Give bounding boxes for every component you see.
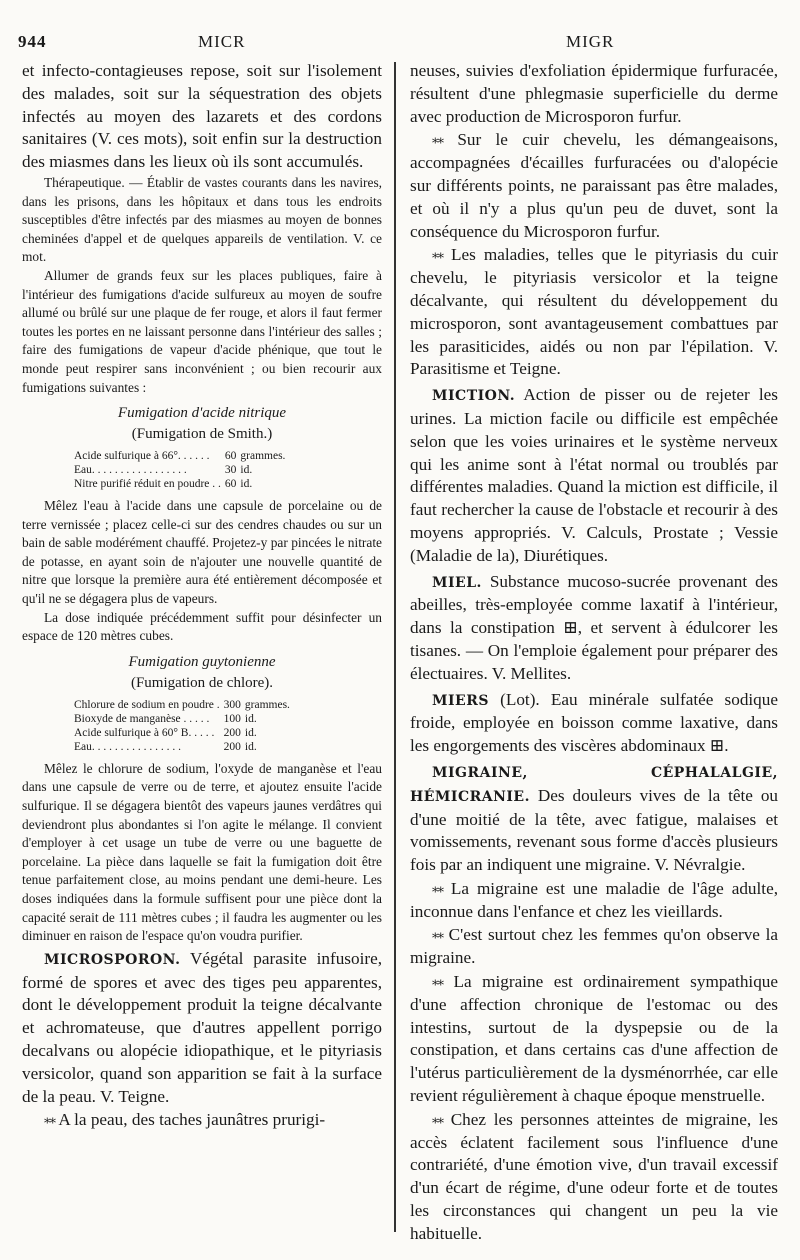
- right-column: [410, 60, 778, 1246]
- paragraph-femmes-text: C'est surtout chez les femmes qu'on observe la migraine.: [410, 925, 778, 968]
- left-column: [22, 60, 382, 1132]
- entry-miers-body: (Lot). Eau minérale sulfatée sodique froide, employée en boisson comme laxative, dans les engorgements des viscères abdominaux ⊞.: [410, 689, 778, 756]
- running-header: [18, 32, 782, 62]
- asterism-icon: ⁎⁎: [432, 973, 443, 989]
- entry-migraine: [410, 761, 778, 877]
- paragraph-age-adulte: [410, 877, 778, 924]
- asterism-icon: ⁎⁎: [432, 879, 443, 895]
- paragraph-isolement: et infecto-contagieuses repose, soit sur l'isolement des malades, soit sur la séquestration des objets infectés au moyen des lazarets et des cordons sanitaires (V. ces mots), soit enfin sur la destruction des miasmes dans les lieux où ils sont accumulés.: [22, 61, 382, 172]
- asterism-icon: ⁎⁎: [432, 246, 443, 262]
- page-number: 944: [18, 32, 47, 51]
- recipe-item: Bioxyde de manganèse . . . . .: [74, 712, 210, 725]
- recipe-unit: id.: [240, 464, 253, 477]
- paragraph-cuir-chevelu: [410, 128, 778, 243]
- asterism-icon: ⁎⁎: [432, 1110, 443, 1126]
- entry-miction-body: Action de pisser ou de rejeter les urines. La miction facile ou difficile est empêchée selon que les voies urinaires et le système nerveux qui les anime sont à l'état normal ou troublés par différentes maladies. Quand la miction est difficile, il faut rechercher la cause de l'obstacle et recourir à des moyens appropriés. V. Calculs, Prostate ; Vessie (Maladie de la), Diurétiques.: [410, 385, 778, 565]
- recipe-qty: 30: [224, 464, 237, 477]
- paragraph-sympathique: [410, 970, 778, 1108]
- paragraph-maladies-text: Les maladies, telles que le pityriasis du cuir chevelu, le pityriasis versicolor et la teigne décalvante, qui résultent du développement du microsporon, sont avantageusement combattues par les parasiticides, aidés ou non par l'épilation. V. Parasitisme et Teigne.: [410, 245, 778, 379]
- paragraph-sympathique-text: La migraine est ordinairement sympathique d'une affection chronique de l'estomac ou des intestins, surtout de la dyspepsie ou de la constipation, et dans certains cas d'une affection de l'utérus particulièrement de la dysménorrhée, car elle revient régulièrement à chaque époque menstruelle.: [410, 972, 778, 1106]
- recipe-subtitle-smith: (Fumigation de Smith.): [131, 426, 273, 443]
- paragraph-furfur: neuses, suivies d'exfoliation épidermique furfuracée, résultent d'une phlegmasie superficielle du derme avec production de Microsporon furfur.: [410, 61, 778, 126]
- headword-miers: MIERS: [432, 692, 489, 709]
- entry-miel-body: Substance mucoso-sucrée provenant des abeilles, très-employée comme laxatif à l'intérieur, dans la constipation ⊞, et servent à édulcorer les tisanes. — On l'emploie également pour préparer des électuaires. V. Mellites.: [410, 571, 778, 683]
- recipe-unit: id.: [244, 712, 257, 725]
- asterism-icon: ⁎⁎: [44, 1111, 55, 1127]
- recipe-qty: 60: [224, 450, 237, 463]
- recipe-title-nitrique: Fumigation d'acide nitrique: [117, 405, 287, 422]
- asterism-icon: ⁎⁎: [432, 131, 443, 147]
- asterism-icon: ⁎⁎: [432, 926, 443, 942]
- headword-miel: MIEL.: [432, 574, 482, 591]
- paragraph-femmes: [410, 923, 778, 970]
- table-row: [74, 726, 294, 740]
- table-row: [74, 463, 289, 477]
- entry-miction: [410, 384, 778, 567]
- column-divider: [394, 62, 396, 1232]
- entry-miel: [410, 571, 778, 686]
- recipe-qty: 200: [223, 740, 241, 753]
- entry-microsporon-body: Végétal parasite infusoire, formé de spores et avec des tiges peu apparentes, dont le développement produit la teigne décalvante et achromateuse, que d'autres appellent porrigo decalvans ou alopécie idiopathique, et le pityriasis versicolor, quand son apparition se fait à la surface de la peau. V. Teigne.: [22, 948, 382, 1106]
- entry-miers: [410, 689, 778, 758]
- paragraph-melez-eau: Mêlez l'eau à l'acide dans une capsule de porcelaine ou de terre vernissée ; placez celle-ci sur des cendres chaudes ou sur un bain de sable modérément chauffé. Projetez-y par pincées le nitrate de potasse, en ayant soin de n'ajouter une nouvelle quantité de nitre que lorsque la première aura été entièrement décomposée et qu'il ne se dégagera plus de vapeurs.: [22, 498, 382, 607]
- recipe-qty: 100: [223, 712, 241, 725]
- header-left-title: MICR: [198, 32, 246, 51]
- recipe-item: Acide sulfurique à 66°. . . . . .: [74, 450, 210, 463]
- table-row: [74, 477, 289, 491]
- paragraph-peau-text: A la peau, des taches jaunâtres prurigi-: [58, 1110, 326, 1130]
- recipe-table-nitrique: [74, 449, 289, 491]
- paragraph-acces: [410, 1108, 778, 1246]
- recipe-item: Nitre purifié réduit en poudre . .: [74, 478, 221, 491]
- paragraph-dose: La dose indiquée précédemment suffit pour désinfecter un espace de 120 mètres cubes.: [22, 609, 382, 644]
- paragraph-acces-text: Chez les personnes atteintes de migraine, les accès éclatent facilement sous l'influence d'une contrariété, d'une émotion vive, d'un travail excessif d'un écart de régime, d'une odeur forte et de toutes les circonstances qui changent un peu la vie habituelle.: [410, 1109, 778, 1243]
- recipe-title-guytonienne: Fumigation guytonienne: [128, 653, 276, 670]
- headword-microsporon: MICROSPORON.: [44, 951, 181, 968]
- recipe-item: Eau. . . . . . . . . . . . . . . . .: [74, 464, 187, 477]
- recipe-table-chlore: [74, 698, 294, 754]
- recipe-unit: grammes.: [244, 698, 290, 711]
- recipe-unit: id.: [244, 726, 257, 739]
- recipe-item: Eau. . . . . . . . . . . . . . . .: [74, 740, 182, 753]
- recipe-unit: id.: [244, 740, 257, 753]
- paragraph-melez-chlorure: Mêlez le chlorure de sodium, l'oxyde de manganèse et l'eau dans une capsule de verre ou de terre, et ajoutez ensuite l'acide sulfurique. Il se dégagera bientôt des vapeurs jaunes verdâtres qui deviendront plus abondantes si l'on agite le mélange. Il convient d'employer à cet usage un tube de verre ou une baguette de porcelaine. La pièce dans laquelle se fait la fumigation doit être tenue parfaitement close, au moins pendant une demi-heure. Les doses indiquées dans la formule suffisent pour une pièce dont la capacité serait de 111 mètres cubes ; il faudra les augmenter ou les diminuer en raison de l'espace qu'on voudra purifier.: [22, 760, 382, 944]
- paragraph-therapeutique: Thérapeutique. — Établir de vastes courants dans les navires, dans les prisons, dans les hôpitaux et dans tous les endroits susceptibles d'être infectés par des miasmes au moyen de bonnes cheminées d'appel et de quelques appareils de ventilation. V. ce mot.: [22, 174, 382, 265]
- headword-miction: MICTION.: [432, 388, 516, 405]
- table-row: [74, 698, 294, 712]
- recipe-item: Chlorure de sodium en poudre .: [74, 698, 220, 711]
- recipe-unit: id.: [240, 478, 253, 491]
- headword-migraine: MIGRAINE, CÉPHALALGIE, HÉMICRANIE.: [410, 764, 778, 805]
- paragraph-feux: Allumer de grands feux sur les places publiques, faire à l'intérieur des fumigations d'acide sulfureux au moyen de soufre allumé ou brûlé sur une plaque de fer rouge, et alors il faut fermer toutes les portes en ne laissant personne dans l'intérieur des salles ; faire des fumigations de vapeur d'acide phénique, que tout le monde peut respirer sans inconvénient ; ou bien recourir aux fumigations suivantes :: [22, 267, 382, 395]
- table-row: [74, 740, 294, 754]
- recipe-unit: grammes.: [240, 450, 286, 463]
- header-right-title: MIGR: [566, 32, 615, 51]
- entry-microsporon: [22, 948, 382, 1109]
- recipe-qty: 200: [223, 726, 241, 739]
- paragraph-peau: [22, 1108, 382, 1132]
- recipe-qty: 60: [224, 478, 237, 491]
- paragraph-cuir-chevelu-text: Sur le cuir chevelu, les démangeaisons, accompagnées d'écailles furfuracées ou d'alopécie sur différents points, ne paraissant pas être malades, et où il n'y a plus qu'un peu de duvet, sont la conséquence du Microsporon furfur.: [410, 130, 778, 241]
- table-row: [74, 449, 289, 463]
- table-row: [74, 712, 294, 726]
- recipe-qty: 300: [223, 698, 241, 711]
- paragraph-age-adulte-text: La migraine est une maladie de l'âge adulte, inconnue dans l'enfance et chez les vieillards.: [410, 878, 778, 921]
- recipe-item: Acide sulfurique à 60° B. . . . .: [74, 726, 215, 739]
- entry-migraine-body: Des douleurs vives de la tête ou d'une moitié de la tête, avec fatigue, malaises et vomissements, revenant sous forme d'accès plusieurs fois par an indiquent une migraine. V. Névralgie.: [410, 785, 778, 875]
- paragraph-maladies: [410, 243, 778, 381]
- recipe-subtitle-chlore: (Fumigation de chlore).: [130, 674, 274, 691]
